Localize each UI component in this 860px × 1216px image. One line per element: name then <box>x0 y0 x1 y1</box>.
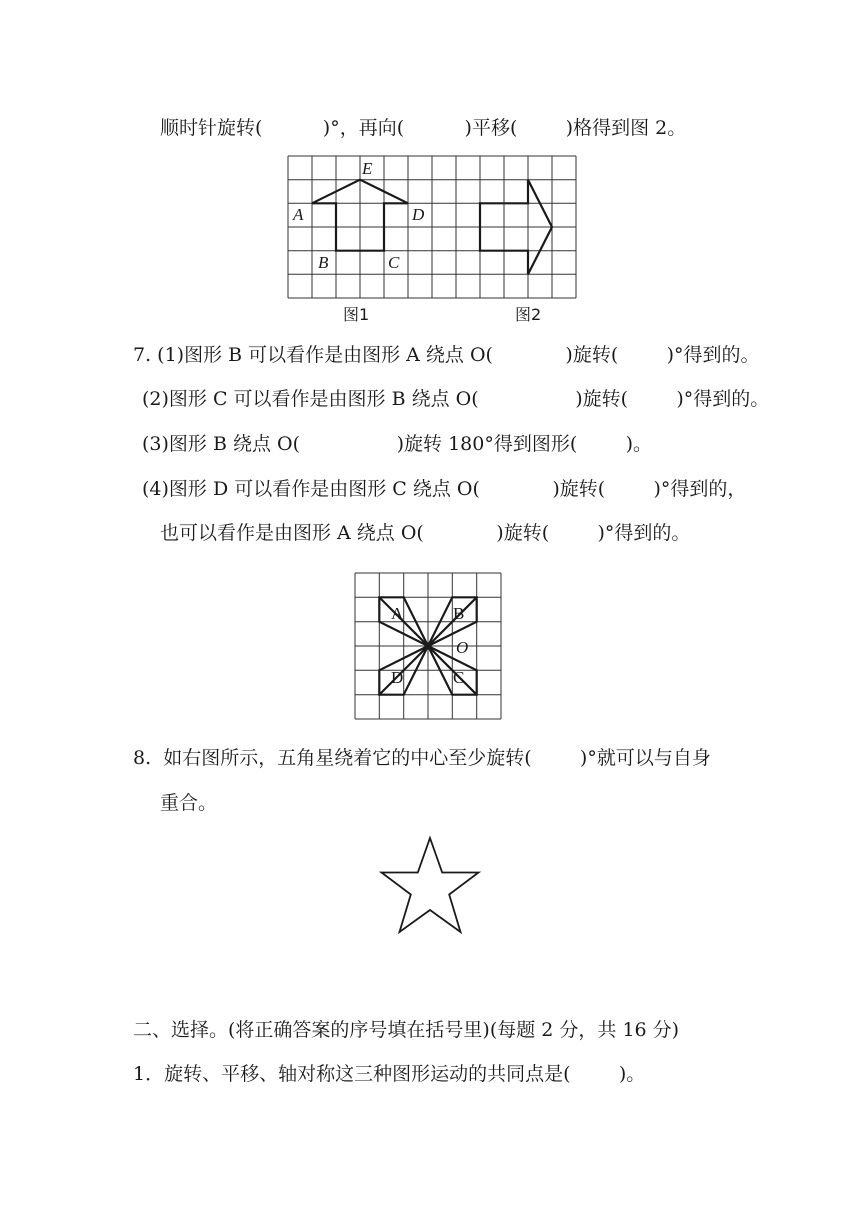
q7-part3: (3)图形 B 绕点 O( )旋转 180°得到图形( )。 <box>142 433 652 455</box>
section2-q1: 1．旋转、平移、轴对称这三种图形运动的共同点是( )。 <box>133 1063 646 1085</box>
label-O: O <box>456 638 469 657</box>
label-E: E <box>362 159 373 178</box>
label-C: C <box>388 253 400 272</box>
q7-part2: (2)图形 C 可以看作是由图形 B 绕点 O( )旋转( )°得到的。 <box>142 388 770 410</box>
label-D: D <box>391 668 404 687</box>
q8-line2: 重合。 <box>160 792 218 814</box>
label-A: A <box>391 604 404 623</box>
q7-part1: 7. (1)图形 B 可以看作是由图形 A 绕点 O( )旋转( )°得到的。 <box>133 344 760 366</box>
label-C: C <box>453 668 465 687</box>
star-icon <box>378 836 488 936</box>
q7-part5: 也可以看作是由图形 A 绕点 O( )旋转( )°得到的。 <box>160 522 691 544</box>
label-D: D <box>412 205 425 224</box>
caption-figure1: 图1 <box>343 305 370 324</box>
q8-line1: 8. 如右图所示，五角星绕着它的中心至少旋转( )°就可以与自身 <box>133 747 711 769</box>
caption-figure2: 图2 <box>515 305 542 324</box>
label-B: B <box>318 253 329 272</box>
grid-figure-7 <box>355 573 515 733</box>
grid-lines <box>288 156 576 298</box>
q7-part4: (4)图形 D 可以看作是由图形 C 绕点 O( )旋转( )°得到的， <box>142 478 747 500</box>
label-B: B <box>453 604 465 623</box>
section2-heading: 二、选择。(将正确答案的序号填在括号里)(每题 2 分，共 16 分) <box>133 1019 680 1041</box>
grid-figure-1-2 <box>286 152 586 332</box>
label-A: A <box>293 205 304 224</box>
q6-text: 顺时针旋转( )°，再向( )平移( )格得到图 2。 <box>160 117 687 139</box>
